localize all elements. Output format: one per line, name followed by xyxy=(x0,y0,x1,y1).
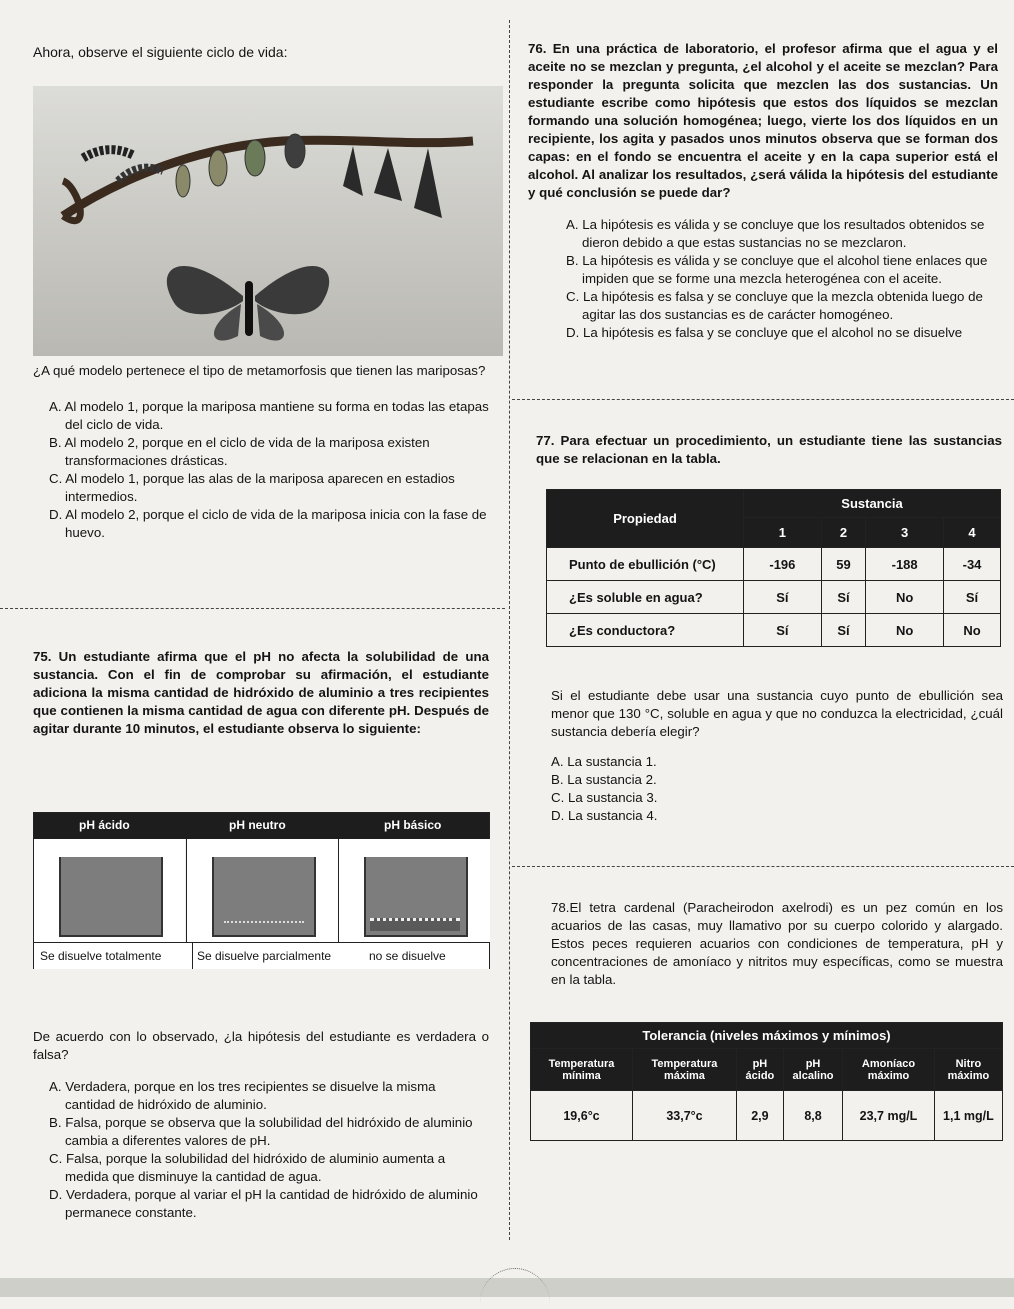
sust-header: Sustancia xyxy=(744,490,1001,518)
col-temp-min: Temperatura mínima xyxy=(531,1049,633,1091)
caterpillar-icon xyxy=(83,150,163,181)
table-row xyxy=(531,1091,1003,1141)
cell: 1,1 mg/L xyxy=(934,1091,1002,1141)
q75-option-c[interactable]: C. Falsa, porque la solubilidad del hidróxido de aluminio aumenta a medida que disminuye la cantidad de agua. xyxy=(49,1151,446,1184)
result-neutral: Se disuelve parcialmente xyxy=(192,943,331,969)
cell: Sí xyxy=(744,614,822,647)
cell: 19,6°c xyxy=(531,1091,633,1141)
q75-text: 75. Un estudiante afirma que el pH no afecta la solubilidad de una sustancia. Con el fin de comprobar su afirmación, el estudiante adiciona la misma cantidad de hidróxido de aluminio a tres recipientes que contienen la misma cantidad de agua con diferente pH. Después de agitar durante 10 minutos, el estudiante observa lo siguiente: xyxy=(33,649,489,736)
col-ph-alk: pH alcalino xyxy=(783,1049,842,1091)
q74-option-c[interactable]: C. Al modelo 1, porque las alas de la mariposa aparecen en estadios intermedios. xyxy=(49,471,455,504)
q77-option-a[interactable]: A. La sustancia 1. xyxy=(551,754,657,769)
col-nitro: Nitro máximo xyxy=(934,1049,1002,1091)
butterfly-icon xyxy=(167,266,329,341)
beaker-result-row xyxy=(34,942,489,969)
row-label: ¿Es conductora? xyxy=(547,614,744,647)
cell: Sí xyxy=(944,581,1001,614)
q76-option-c[interactable]: C. La hipótesis es falsa y se concluye que la mezcla obtenida luego de agitar las dos sustancias es de carácter homogéneo. xyxy=(566,289,983,322)
q77-option-b[interactable]: B. La sustancia 2. xyxy=(551,772,657,787)
cell: 8,8 xyxy=(783,1091,842,1141)
beaker-header-basic: pH básico xyxy=(384,818,442,832)
butterfly-lifecycle-illustration xyxy=(33,86,503,356)
cell: No xyxy=(866,581,944,614)
sust-col-3: 3 xyxy=(866,518,944,548)
cell: -196 xyxy=(744,548,822,581)
page-number-badge xyxy=(480,1268,550,1309)
lifecycle-drawing xyxy=(33,86,503,356)
cell: Sí xyxy=(744,581,822,614)
q75-option-a[interactable]: A. Verdadera, porque en los tres recipientes se disuelve la misma cantidad de hidróxido de aluminio. xyxy=(49,1079,436,1112)
beaker-basic xyxy=(338,839,490,942)
result-basic: no se disuelve xyxy=(369,949,446,963)
beaker-neutral xyxy=(186,839,338,942)
cell: -188 xyxy=(866,548,944,581)
cell: 33,7°c xyxy=(633,1091,737,1141)
prop-header: Propiedad xyxy=(547,490,744,548)
q78-table xyxy=(530,1022,1003,1141)
q74-question: ¿A qué modelo pertenece el tipo de metamorfosis que tienen las mariposas? xyxy=(33,363,486,378)
row-label: ¿Es soluble en agua? xyxy=(547,581,744,614)
q77-text: 77. Para efectuar un procedimiento, un estudiante tiene las sustancias que se relacionan en la tabla. xyxy=(536,433,1002,466)
beaker-icon xyxy=(212,857,316,937)
col-ammonia: Amoníaco máximo xyxy=(843,1049,935,1091)
cell: 59 xyxy=(821,548,866,581)
cell: -34 xyxy=(944,548,1001,581)
q75-option-b[interactable]: B. Falsa, porque se observa que la solubilidad del hidróxido de aluminio cambia a diferentes valores de pH. xyxy=(49,1115,473,1148)
beaker-icon xyxy=(59,857,163,937)
cell: Sí xyxy=(821,581,866,614)
cell: Sí xyxy=(821,614,866,647)
table-row xyxy=(547,548,1001,581)
q77-question: Si el estudiante debe usar una sustancia cuyo punto de ebullición sea menor que 130 °C, soluble en agua y que no conduzca la electricidad, ¿cuál sustancia debería elegir? xyxy=(551,688,1003,739)
q76-option-d[interactable]: D. La hipótesis es falsa y se concluye que el alcohol no se disuelve xyxy=(566,325,963,340)
beaker-header-row xyxy=(34,813,489,839)
beaker-icon xyxy=(364,857,468,937)
emerging-butterfly-icon xyxy=(343,146,442,218)
q77-option-d[interactable]: D. La sustancia 4. xyxy=(551,808,658,823)
q78-table-title: Tolerancia (niveles máximos y mínimos) xyxy=(531,1023,1003,1049)
sust-col-4: 4 xyxy=(944,518,1001,548)
column-divider xyxy=(509,20,510,1240)
table-row xyxy=(547,614,1001,647)
q74-option-d[interactable]: D. Al modelo 2, porque el ciclo de vida de la mariposa inicia con la fase de huevo. xyxy=(49,507,487,540)
sust-col-1: 1 xyxy=(744,518,822,548)
col-temp-max: Temperatura máxima xyxy=(633,1049,737,1091)
q74-option-a[interactable]: A. Al modelo 1, porque la mariposa mantiene su forma en todas las etapas del ciclo de vida. xyxy=(49,399,489,432)
q76-text: 76. En una práctica de laboratorio, el profesor afirma que el agua y el aceite no se mezclan y pregunta, ¿el alcohol y el aceite se mezclan? Para responder la pregunta solicita que mezclen las dos sustancias. Un estudiante escribe como hipótesis que estos dos líquidos se mezclan formando una solución homogénea; luego, vierte los dos líquidos en un recipiente, los agita y pasados unos minutos observa que se forman dos capas: en el fondo se encuentra el aceite y en la capa superior está el alcohol. Al analizar los resultados, ¿será válida la hipótesis del estudiante y qué conclusión se puede dar? xyxy=(528,41,998,200)
cell: No xyxy=(944,614,1001,647)
q75-option-d[interactable]: D. Verdadera, porque al variar el pH la cantidad de hidróxido de aluminio permanece constante. xyxy=(49,1187,478,1220)
col-ph-acid: pH ácido xyxy=(736,1049,783,1091)
q77-table xyxy=(546,489,1001,647)
table-row xyxy=(547,581,1001,614)
q76-option-a[interactable]: A. La hipótesis es válida y se concluye que los resultados obtenidos se dieron debido a que estas sustancias no se mezclaron. xyxy=(566,217,985,250)
q77-option-c[interactable]: C. La sustancia 3. xyxy=(551,790,658,805)
result-acid: Se disuelve totalmente xyxy=(40,949,162,963)
divider-q77 xyxy=(512,866,1014,867)
beaker-header-acid: pH ácido xyxy=(79,818,130,832)
beaker-header-neutral: pH neutro xyxy=(229,818,286,832)
beaker-acid xyxy=(34,839,185,942)
q76-option-b[interactable]: B. La hipótesis es válida y se concluye que el alcohol tiene enlaces que impiden que se forme una mezcla heterogénea con el aceite. xyxy=(566,253,988,286)
q74-option-b[interactable]: B. Al modelo 2, porque en el ciclo de vida de la mariposa existen transformaciones drásticas. xyxy=(49,435,430,468)
q74-intro: Ahora, observe el siguiente ciclo de vida: xyxy=(33,44,288,60)
divider-q76 xyxy=(512,399,1014,400)
cell: 23,7 mg/L xyxy=(843,1091,935,1141)
row-label: Punto de ebullición (°C) xyxy=(547,548,744,581)
cell: No xyxy=(866,614,944,647)
cell: 2,9 xyxy=(736,1091,783,1141)
q75-question: De acuerdo con lo observado, ¿la hipótesis del estudiante es verdadera o falsa? xyxy=(33,1029,489,1062)
divider-q74 xyxy=(0,608,505,609)
q78-text: 78.El tetra cardenal (Paracheirodon axelrodi) es un pez común en los acuarios de las casas, muy llamativo por su cuerpo colorido y alargado. Estos peces requieren acuarios con condiciones de temperatura, pH y concentraciones de amoníaco y nitritos muy específicas, como se muestra en la tabla. xyxy=(551,900,1003,987)
solubility-figure xyxy=(33,812,490,969)
sust-col-2: 2 xyxy=(821,518,866,548)
